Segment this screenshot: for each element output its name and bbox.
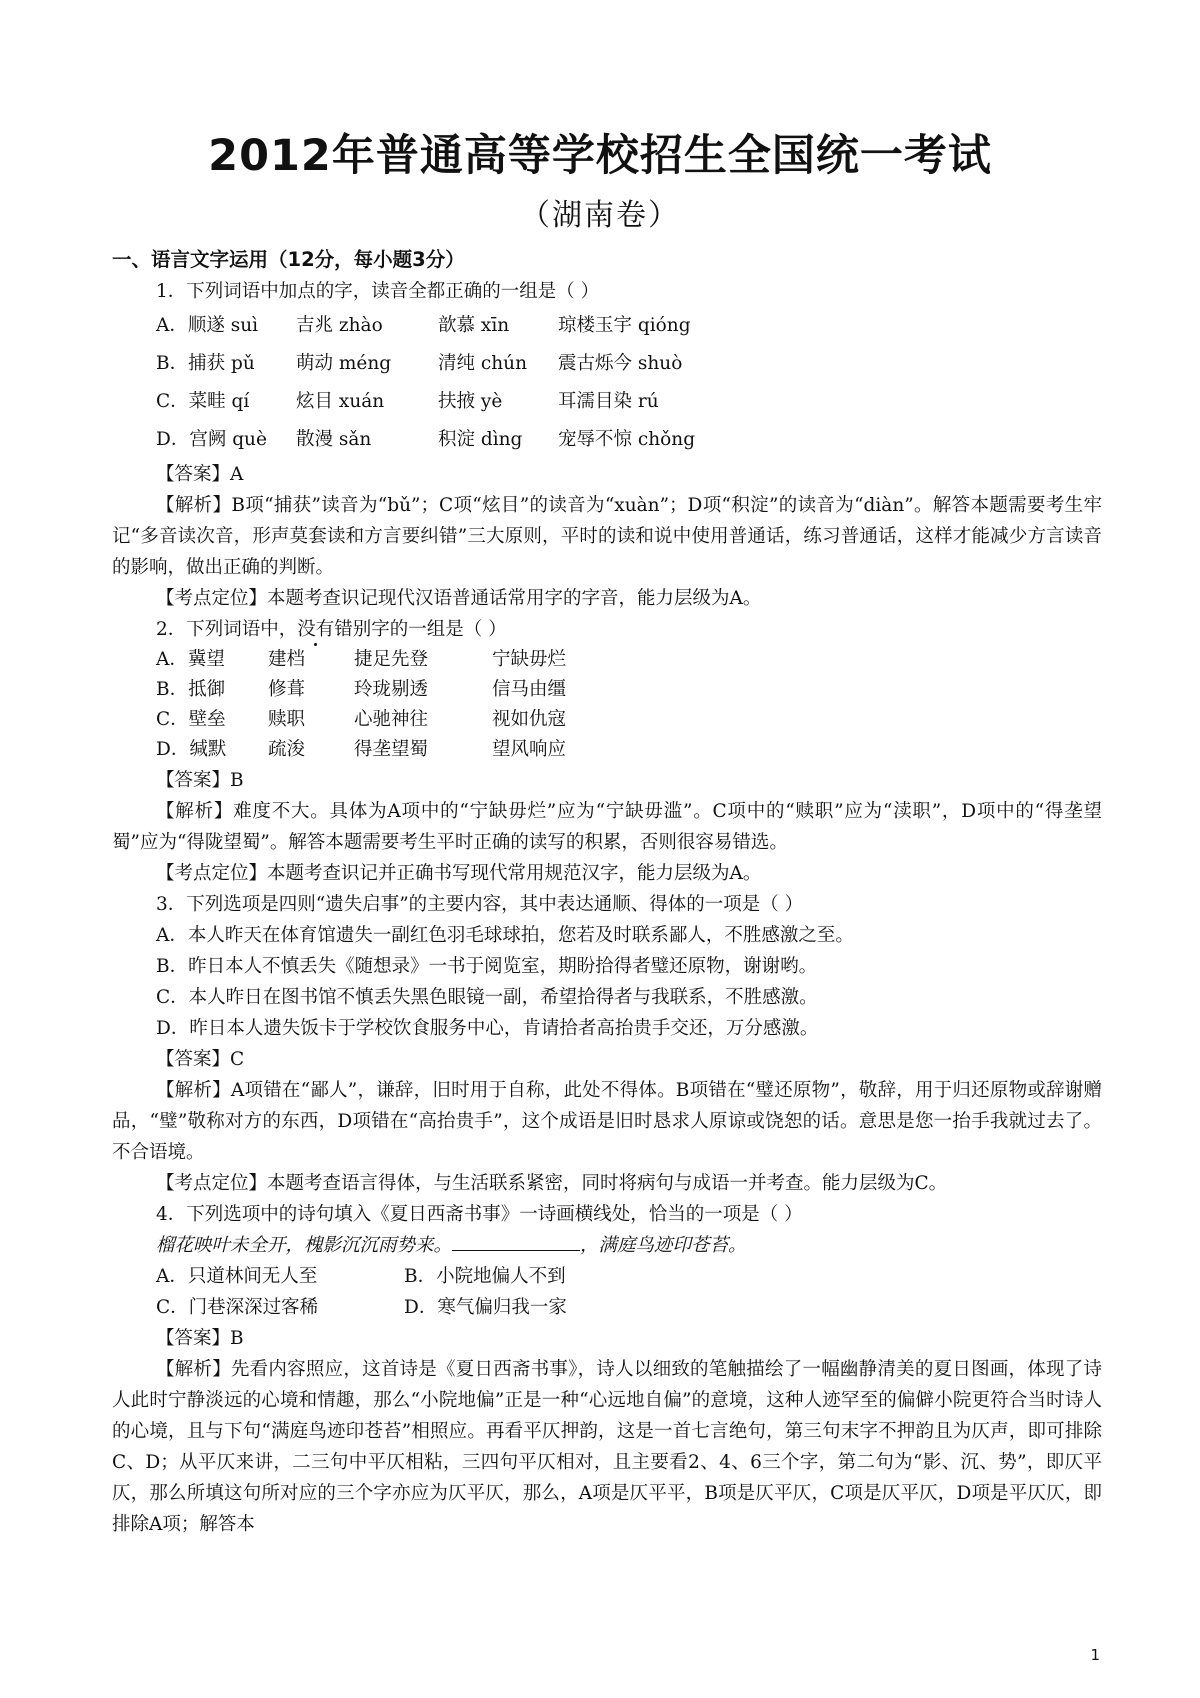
- option-cell: 扶掖 yè: [438, 391, 503, 412]
- question-3-option-a: A．本人昨天在体育馆遗失一副红色羽毛球球拍，您若及时联系鄙人，不胜感激之至。: [156, 925, 854, 946]
- option-cell: C．壁垒: [156, 709, 226, 730]
- page-number: 1: [1090, 1646, 1100, 1664]
- question-2-option-c: [112, 705, 1102, 735]
- poem-line: ，满庭鸟迹印苍苔。: [580, 1235, 747, 1256]
- question-1-option-d: [112, 421, 1102, 459]
- option-cell: 疏浚: [268, 739, 306, 760]
- option-cell: 琼楼玉宇 qióng: [558, 315, 691, 336]
- option-cell: D．宫阙 què: [156, 429, 267, 450]
- question-1-answer: 【答案】A: [156, 464, 244, 485]
- question-4-stem: 4．下列选项中的诗句填入《夏日西斋书事》一诗画横线处，恰当的一项是（ ）: [156, 1204, 803, 1225]
- option-cell: 震古烁今 shuò: [558, 353, 683, 374]
- option-cell: A．只道林间无人至: [156, 1266, 318, 1287]
- question-4-analysis: 【解析】先看内容照应，这首诗是《夏日西斋书事》，诗人以细致的笔触描绘了一幅幽静清美的夏日图画，体现了诗人此时宁静淡远的心境和情趣，那么“小院地偏”正是一种“心远地自偏”的意境，这种人迹罕至的偏僻小院更符合当时诗人的心境，且与下句“满庭鸟迹印苍苔”相照应。再看平仄押韵，这是一首七言绝句，第三句末字不押韵且为仄声，即可排除C、D；从平仄来讲，二三句中平仄相粘，三四句平仄相对，且主要看2、4、6三个字，第二句为“影、沉、势”，即仄平仄，那么所填这句所对应的三个字亦应为仄平仄，那么，A项是仄平平，B项是仄平仄，C项是仄平仄，D项是平仄仄，即排除A项；解答本: [112, 1359, 1102, 1535]
- poem-line: 榴花映叶未全开，槐影沉沉雨势来。: [156, 1235, 453, 1256]
- fill-in-blank: [452, 1234, 580, 1251]
- dotted-emphasis: 没有: [297, 619, 335, 640]
- option-cell: 玲珑剔透: [354, 679, 429, 700]
- question-3-option-d: D．昨日本人遗失饭卡于学校饮食服务中心，肯请拾者高抬贵手交还，万分感激。: [156, 1018, 819, 1039]
- question-4-option-ab: [112, 1261, 1102, 1292]
- option-cell: C．菜畦 qí: [156, 391, 250, 412]
- question-2-analysis: 【解析】难度不大。具体为A项中的“宁缺毋烂”应为“宁缺毋滥”。C项中的“赎职”应为“渎职”，D项中的“得垄望蜀”应为“得陇望蜀”。解答本题需要考生平时正确的读写的积累，否则很容易错选。: [112, 801, 1102, 853]
- question-4-answer: 【答案】B: [156, 1328, 244, 1349]
- option-cell: 捷足先登: [354, 649, 429, 670]
- question-2-option-b: [112, 675, 1102, 705]
- question-1-point: 【考点定位】本题考查识记现代汉语普通话常用字的字音，能力层级为A。: [156, 588, 762, 609]
- option-cell: 吉兆 zhào: [296, 315, 383, 336]
- question-3-answer: 【答案】C: [156, 1049, 245, 1070]
- option-cell: D．缄默: [156, 739, 227, 760]
- option-cell: 宁缺毋烂: [492, 649, 567, 670]
- section-heading: 一、语言文字运用（12分，每小题3分）: [112, 248, 465, 271]
- option-cell: C．门巷深深过客稀: [156, 1297, 319, 1318]
- option-cell: 萌动 méng: [296, 353, 392, 374]
- option-cell: 积淀 dìng: [438, 429, 523, 450]
- option-cell: 炫目 xuán: [296, 391, 385, 412]
- question-2-answer: 【答案】B: [156, 770, 244, 791]
- question-4-option-cd: [112, 1292, 1102, 1323]
- question-2-option-d: [112, 735, 1102, 765]
- option-cell: 建档: [268, 649, 306, 670]
- question-3-option-c: C．本人昨日在图书馆不慎丢失黑色眼镜一副，希望拾得者与我联系，不胜感激。: [156, 987, 818, 1008]
- option-cell: D．寒气偏归我一家: [404, 1297, 567, 1318]
- option-cell: B．捕获 pǔ: [156, 353, 255, 374]
- question-2-option-a: [112, 645, 1102, 675]
- option-cell: A．冀望: [156, 649, 225, 670]
- option-cell: 歆慕 xīn: [438, 315, 510, 336]
- page-subtitle: （湖南卷）: [520, 198, 680, 233]
- question-1-analysis: 【解析】B项“捕获”读音为“bǔ”；C项“炫目”的读音为“xuàn”；D项“积淀”的读音为“diàn”。解答本题需要考生牢记“多音读次音，形声莫套读和方言要纠错”三大原则，平时的读和说中使用普通话，练习普通话，这样才能减少方言读音的影响，做出正确的判断。: [112, 495, 1102, 578]
- option-cell: A．顺遂 suì: [156, 315, 259, 336]
- option-cell: 清纯 chún: [438, 353, 527, 374]
- question-2-point: 【考点定位】本题考查识记并正确书写现代常用规范汉字，能力层级为A。: [156, 863, 762, 884]
- option-cell: 信马由缰: [492, 679, 567, 700]
- question-2-stem: [112, 614, 1102, 645]
- option-cell: 宠辱不惊 chǒng: [558, 429, 696, 450]
- option-cell: 望风响应: [492, 739, 567, 760]
- questions: [112, 276, 1102, 1540]
- question-1-stem: 1．下列词语中加点的字，读音全都正确的一组是（ ）: [156, 281, 600, 302]
- question-1-option-c: [112, 383, 1102, 421]
- question-3-point: 【考点定位】本题考查语言得体，与生活联系紧密，同时将病句与成语一并考查。能力层级为C。: [156, 1173, 948, 1194]
- option-cell: 视如仇寇: [492, 709, 567, 730]
- option-cell: 赎职: [268, 709, 306, 730]
- question-3-option-b: B．昨日本人不慎丢失《随想录》一书于阅览室，期盼拾得者璧还原物，谢谢哟。: [156, 956, 818, 977]
- option-cell: 散漫 sǎn: [296, 429, 372, 450]
- question-1-option-a: [112, 307, 1102, 345]
- question-4-poem: [112, 1230, 1102, 1261]
- page-title: 2012年普通高等学校招生全国统一考试: [208, 131, 992, 181]
- question-3-stem: 3．下列选项是四则“遗失启事”的主要内容，其中表达通顺、得体的一项是（ ）: [156, 894, 804, 915]
- option-cell: 心驰神往: [354, 709, 429, 730]
- option-cell: B．抵御: [156, 679, 226, 700]
- option-cell: 修葺: [268, 679, 306, 700]
- stem-text: 2．下列词语中，: [156, 619, 298, 640]
- question-3-analysis: 【解析】A项错在“鄙人”，谦辞，旧时用于自称，此处不得体。B项错在“璧还原物”，敬辞，用于归还原物或辞谢赠品，“璧”敬称对方的东西，D项错在“高抬贵手”，这个成语是旧时恳求人原谅或饶恕的话。意思是您一抬手我就过去了。不合语境。: [112, 1080, 1102, 1163]
- stem-text: 错别字的一组是（ ）: [334, 619, 507, 640]
- option-cell: B．小院地偏人不到: [404, 1266, 566, 1287]
- option-cell: 耳濡目染 rú: [558, 391, 659, 412]
- option-cell: 得垄望蜀: [354, 739, 429, 760]
- question-1-option-b: [112, 345, 1102, 383]
